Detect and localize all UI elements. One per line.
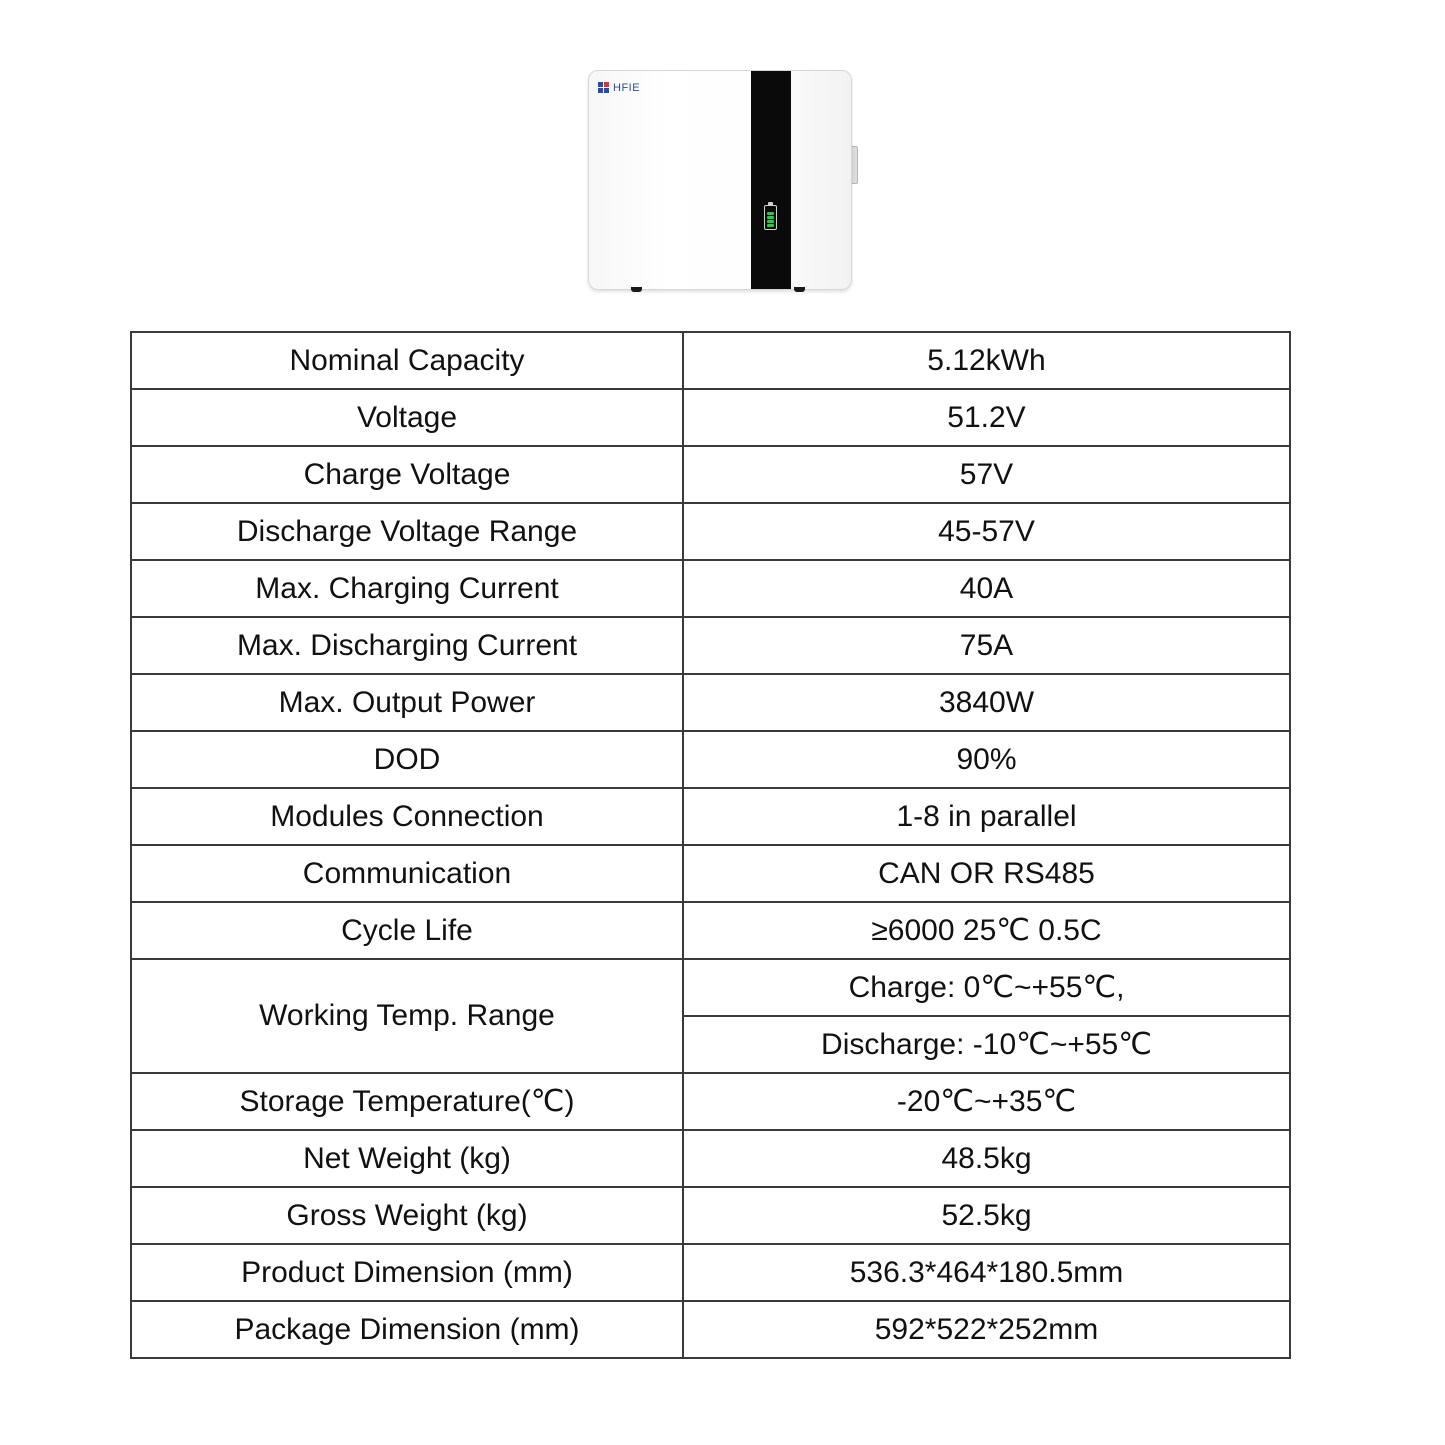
- battery-level-bar: [767, 216, 774, 219]
- spec-label: Nominal Capacity: [131, 332, 683, 389]
- spec-value: 3840W: [683, 674, 1290, 731]
- battery-level-bar: [767, 224, 774, 227]
- spec-label: Charge Voltage: [131, 446, 683, 503]
- spec-value: 90%: [683, 731, 1290, 788]
- spec-label: Product Dimension (mm): [131, 1244, 683, 1301]
- spec-value: 48.5kg: [683, 1130, 1290, 1187]
- table-row: [131, 788, 1290, 845]
- table-row: [131, 1301, 1290, 1358]
- spec-label-working-temp: Working Temp. Range: [131, 959, 683, 1073]
- table-row: [131, 389, 1290, 446]
- spec-label: Storage Temperature(℃): [131, 1073, 683, 1130]
- table-row: [131, 446, 1290, 503]
- spec-value: 1-8 in parallel: [683, 788, 1290, 845]
- table-row: [131, 1244, 1290, 1301]
- front-stripe: [751, 71, 791, 289]
- product-image: [586, 68, 858, 298]
- foot-left: [631, 287, 642, 292]
- brand-name: HFIE: [613, 82, 641, 94]
- table-row: [131, 503, 1290, 560]
- battery-level-bar: [767, 220, 774, 223]
- spec-value: CAN OR RS485: [683, 845, 1290, 902]
- spec-value: -20℃~+35℃: [683, 1073, 1290, 1130]
- table-row: [131, 617, 1290, 674]
- table-row: [131, 1073, 1290, 1130]
- table-row: [131, 1187, 1290, 1244]
- spec-value: 51.2V: [683, 389, 1290, 446]
- spec-value: 5.12kWh: [683, 332, 1290, 389]
- table-row: [131, 674, 1290, 731]
- table-row: [131, 902, 1290, 959]
- spec-value: 57V: [683, 446, 1290, 503]
- brand-logo-icon: [598, 82, 610, 94]
- foot-right: [794, 287, 805, 292]
- battery-cabinet: [588, 70, 852, 290]
- spec-label: Discharge Voltage Range: [131, 503, 683, 560]
- brand-logo: [598, 82, 640, 94]
- spec-label: Cycle Life: [131, 902, 683, 959]
- spec-label: Max. Output Power: [131, 674, 683, 731]
- spec-table-body: [131, 332, 1290, 1358]
- table-row: [131, 845, 1290, 902]
- table-row: [131, 959, 1290, 1016]
- spec-value: ≥6000 25℃ 0.5C: [683, 902, 1290, 959]
- spec-value-charge-temp: Charge: 0℃~+55℃,: [683, 959, 1290, 1016]
- table-row: [131, 1130, 1290, 1187]
- spec-label: Communication: [131, 845, 683, 902]
- spec-label: Gross Weight (kg): [131, 1187, 683, 1244]
- spec-table: [130, 331, 1291, 1359]
- spec-label: DOD: [131, 731, 683, 788]
- spec-label: Modules Connection: [131, 788, 683, 845]
- spec-value: 536.3*464*180.5mm: [683, 1244, 1290, 1301]
- spec-value-discharge-temp: Discharge: -10℃~+55℃: [683, 1016, 1290, 1073]
- spec-label: Package Dimension (mm): [131, 1301, 683, 1358]
- battery-level-icon: [764, 205, 777, 230]
- spec-value: 45-57V: [683, 503, 1290, 560]
- spec-label: Max. Charging Current: [131, 560, 683, 617]
- table-row: [131, 332, 1290, 389]
- battery-level-bar: [767, 212, 774, 215]
- spec-value: 40A: [683, 560, 1290, 617]
- spec-label: Voltage: [131, 389, 683, 446]
- spec-value: 75A: [683, 617, 1290, 674]
- spec-label: Max. Discharging Current: [131, 617, 683, 674]
- table-row: [131, 560, 1290, 617]
- spec-value: 52.5kg: [683, 1187, 1290, 1244]
- table-row: [131, 731, 1290, 788]
- spec-value: 592*522*252mm: [683, 1301, 1290, 1358]
- spec-label: Net Weight (kg): [131, 1130, 683, 1187]
